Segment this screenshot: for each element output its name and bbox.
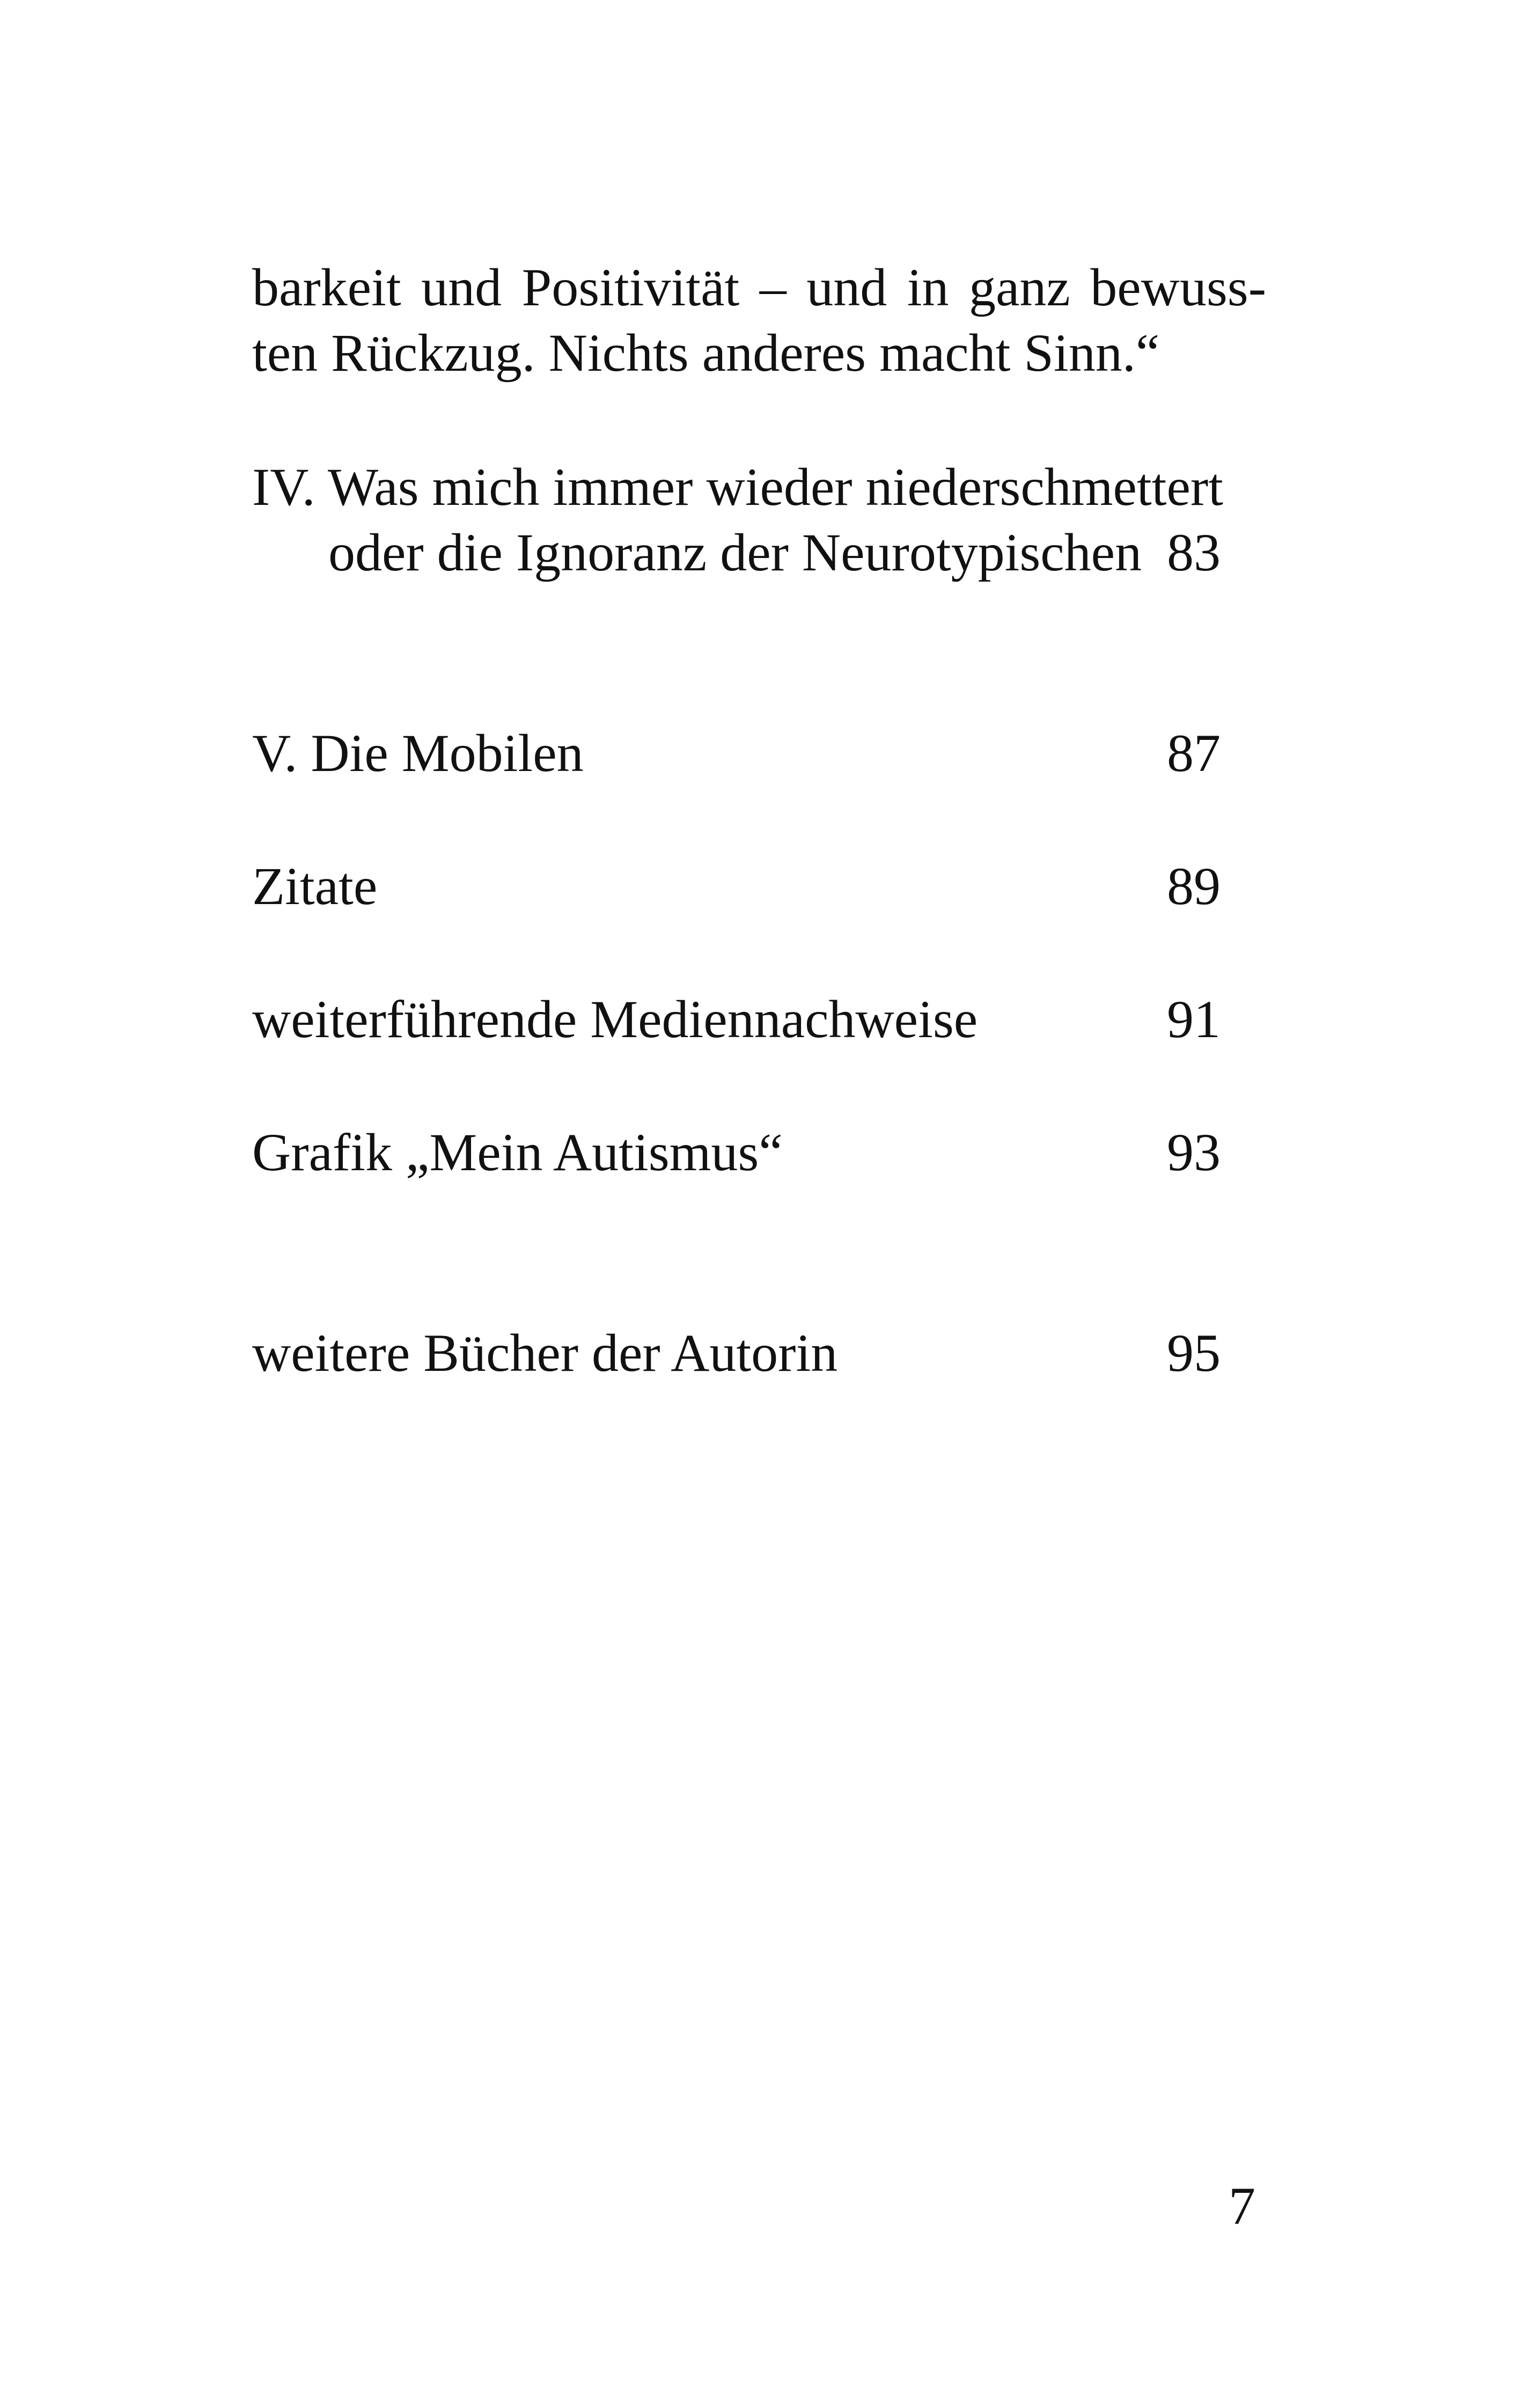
toc-chapter-iv-title-line-2: oder die Ignoranz der Neurotypischen [328, 523, 1142, 582]
body-text-line-2: ten Rückzug. Nichts anderes macht Sinn.“ [252, 323, 1160, 383]
toc-buecher-title: weitere Bücher der Autorin [252, 1323, 838, 1383]
toc-chapter-v-title: V. Die Mobilen [252, 723, 584, 783]
toc-grafik-title: Grafik „Mein Autismus“ [252, 1122, 783, 1182]
toc-zitate-title: Zitate [252, 856, 378, 916]
toc-buecher-page: 95 [1167, 1323, 1221, 1383]
page-number: 7 [1229, 2176, 1255, 2236]
toc-chapter-v-page: 87 [1167, 723, 1221, 783]
toc-grafik-page: 93 [1167, 1122, 1221, 1182]
toc-zitate-page: 89 [1167, 856, 1221, 916]
toc-medien-title: weiterführende Mediennachweise [252, 989, 978, 1049]
toc-chapter-iv-page: 83 [1167, 523, 1221, 582]
toc-chapter-iv-title-line-1: IV. Was mich immer wieder niederschmettert [252, 457, 1223, 517]
body-text-line-1: barkeit und Positivität – und in ganz bewuss- [252, 258, 1266, 317]
toc-medien-page: 91 [1167, 989, 1221, 1049]
